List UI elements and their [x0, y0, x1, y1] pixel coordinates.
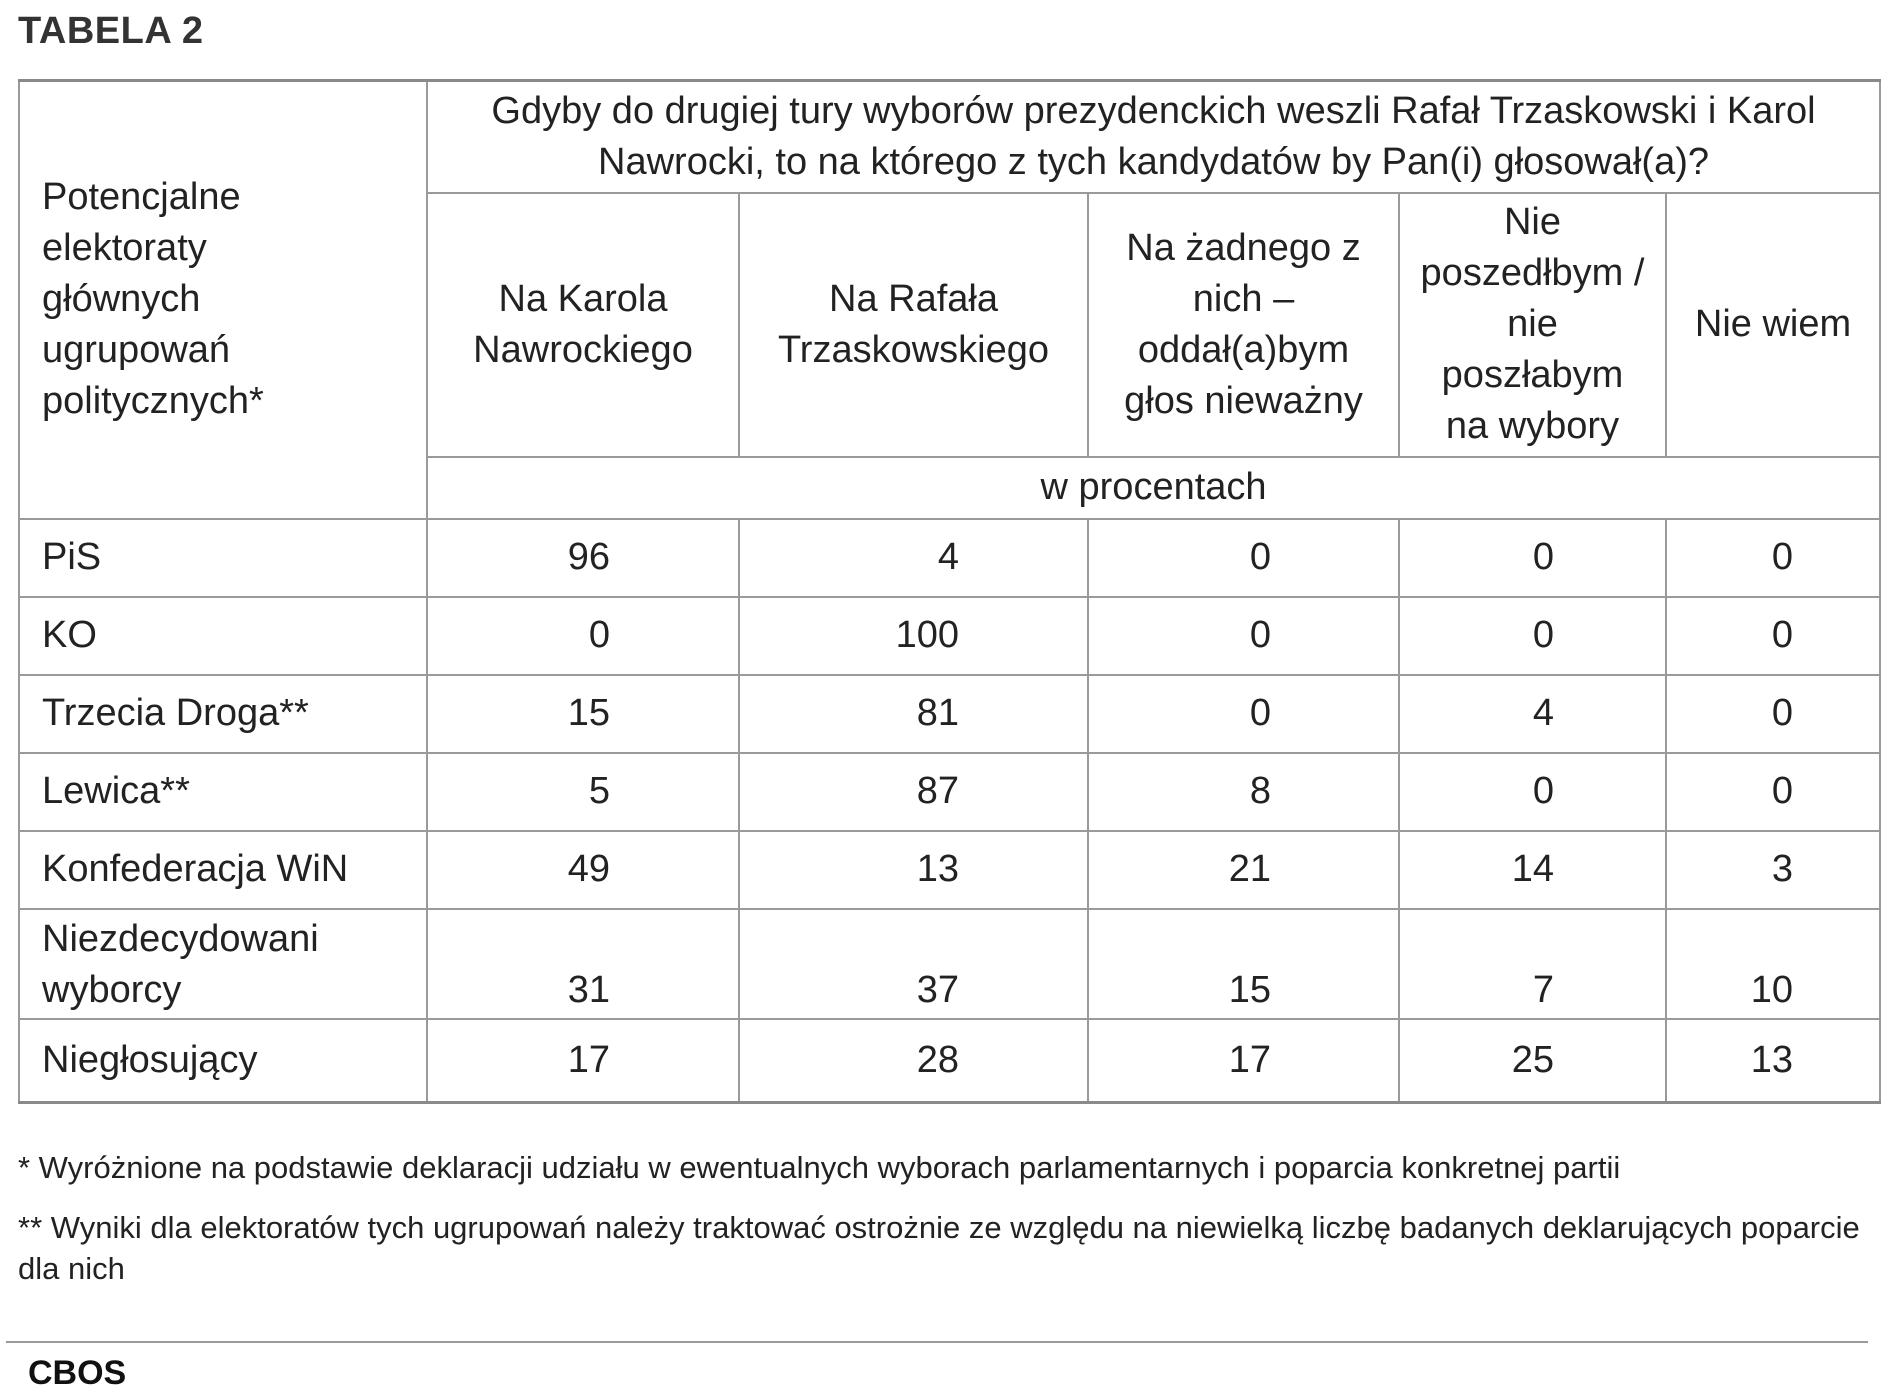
table-cell: 4 — [1399, 675, 1666, 753]
table-cell: 0 — [1088, 675, 1399, 753]
row-label: Niegłosujący — [19, 1019, 427, 1103]
table-cell: 13 — [739, 831, 1088, 909]
table-row — [19, 753, 1880, 831]
column-header-text: Na Karola Nawrockiego — [473, 277, 693, 371]
table-cell: 14 — [1399, 831, 1666, 909]
column-header-text: Nie wiem — [1694, 303, 1852, 345]
table-cell: 100 — [739, 597, 1088, 675]
table-cell: 17 — [1088, 1019, 1399, 1103]
table-cell: 37 — [739, 909, 1088, 1019]
table-row — [19, 1019, 1880, 1103]
table-cell: 5 — [427, 753, 739, 831]
table-cell: 0 — [1666, 753, 1880, 831]
column-header-invalid-vote — [1088, 193, 1399, 457]
table-cell: 10 — [1666, 909, 1880, 1019]
unit-label: w procentach — [427, 457, 1880, 519]
source-label: CBOS — [28, 1354, 127, 1392]
table-cell: 31 — [427, 909, 739, 1019]
header-row-question — [19, 81, 1880, 193]
table-cell: 28 — [739, 1019, 1088, 1103]
table-row — [19, 909, 1880, 1019]
table-cell: 0 — [1666, 675, 1880, 753]
column-header-nawrocki — [427, 193, 739, 457]
table-cell: 25 — [1399, 1019, 1666, 1103]
row-label: KO — [19, 597, 427, 675]
survey-question — [427, 81, 1880, 193]
table-cell: 0 — [1088, 519, 1399, 597]
table-row — [19, 519, 1880, 597]
table-cell: 13 — [1666, 1019, 1880, 1103]
table-cell: 96 — [427, 519, 739, 597]
table-cell: 0 — [1399, 597, 1666, 675]
table-cell: 0 — [1399, 753, 1666, 831]
table-row — [19, 597, 1880, 675]
table-cell: 4 — [739, 519, 1088, 597]
survey-question-text: Gdyby do drugiej tury wyborów prezydenckich weszli Rafał Trzaskowski i Karol Nawrocki, to na którego z tych kandydatów by Pan(i) głosował(a)? — [491, 89, 1816, 183]
table-cell: 0 — [1399, 519, 1666, 597]
table-cell: 49 — [427, 831, 739, 909]
table-cell: 17 — [427, 1019, 739, 1103]
column-header-text: Nie poszedłbym / nie poszłabym na wybory — [1420, 201, 1645, 447]
table-cell: 0 — [1666, 519, 1880, 597]
row-label: PiS — [19, 519, 427, 597]
table-cell: 0 — [427, 597, 739, 675]
table-cell: 15 — [427, 675, 739, 753]
table-row — [19, 831, 1880, 909]
column-header-text: Na żadnego z nich – oddał(a)bym głos nieważny — [1124, 226, 1363, 422]
divider — [6, 1341, 1868, 1343]
table-cell: 21 — [1088, 831, 1399, 909]
row-label: Konfederacja WiN — [19, 831, 427, 909]
table-cell: 3 — [1666, 831, 1880, 909]
stub-header — [19, 81, 427, 519]
column-header-not-voting — [1399, 193, 1666, 457]
table-cell: 8 — [1088, 753, 1399, 831]
results-table — [18, 79, 1881, 1104]
row-label: Trzecia Droga** — [19, 675, 427, 753]
table-cell: 81 — [739, 675, 1088, 753]
table-title: TABELA 2 — [18, 10, 204, 52]
footnote-1: * Wyróżnione na podstawie deklaracji udziału w ewentualnych wyborach parlamentarnych i poparcia konkretnej partii — [18, 1150, 1621, 1185]
footnote-2: ** Wyniki dla elektoratów tych ugrupowań należy traktować ostrożnie ze względu na niewielką liczbę badanych deklarujących poparcie dla nich — [18, 1210, 1860, 1286]
table-cell: 0 — [1088, 597, 1399, 675]
stub-header-text: Potencjalne elektoraty głównych ugrupowań politycznych* — [42, 176, 264, 423]
table-row — [19, 675, 1880, 753]
row-label: Niezdecydowani wyborcy — [42, 917, 319, 1011]
row-label-cell — [19, 909, 427, 1019]
table-cell: 87 — [739, 753, 1088, 831]
column-header-trzaskowski — [739, 193, 1088, 457]
table-cell: 15 — [1088, 909, 1399, 1019]
table-cell: 0 — [1666, 597, 1880, 675]
row-label: Lewica** — [19, 753, 427, 831]
column-header-dont-know — [1666, 193, 1880, 457]
table-cell: 7 — [1399, 909, 1666, 1019]
column-header-text: Na Rafała Trzaskowskiego — [777, 277, 1049, 371]
